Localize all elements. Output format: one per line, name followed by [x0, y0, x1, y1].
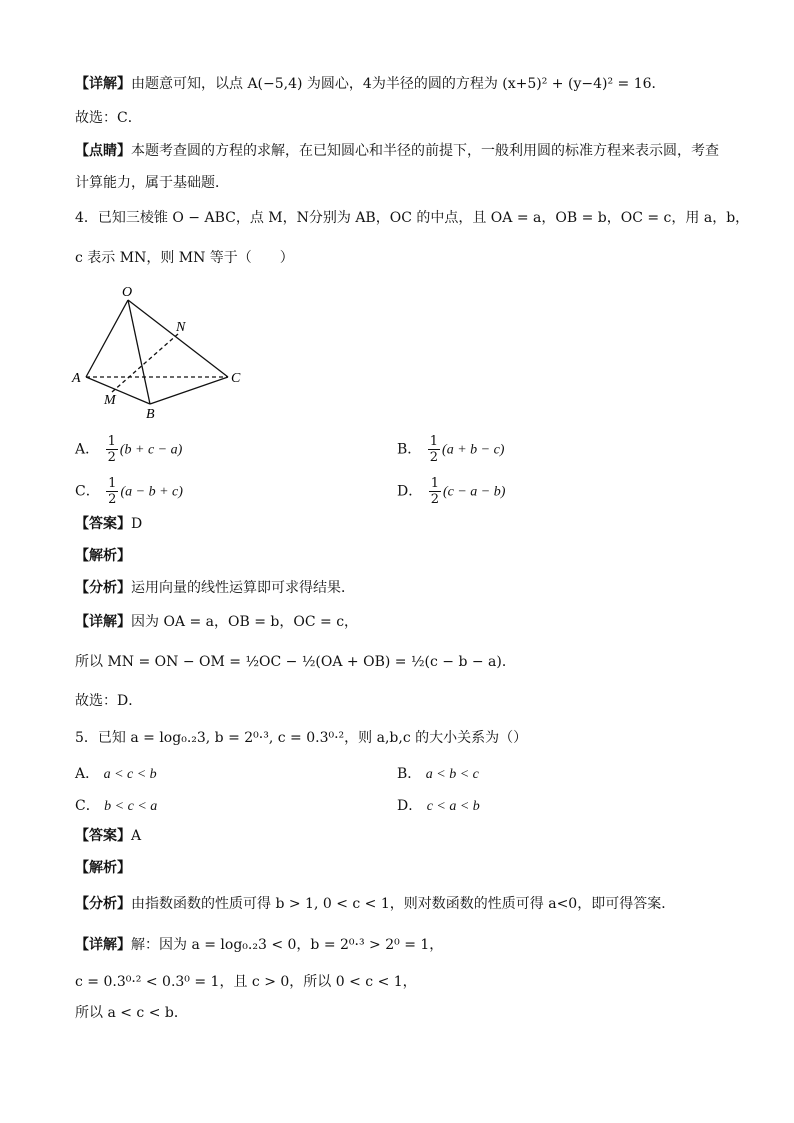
q5-option-b: B． a < b < c — [397, 766, 479, 782]
q4-therefore-line: 所以 MN = ON − OM = ½OC − ½(OA + OB) = ½(c − b − a)． — [75, 654, 516, 670]
tetrahedron-figure — [70, 280, 260, 422]
comment-text-1: 本题考查圆的方程的求解，在已知圆心和半径的前提下，一般利用圆的标准方程来表示圆，考查 — [131, 143, 719, 159]
q3-comment-line2: 计算能力，属于基础题． — [75, 175, 229, 191]
q3-choice: 故选：C． — [75, 110, 142, 126]
q4-analysis-line: 【分析】运用向量的线性运算即可求得结果． — [75, 580, 355, 596]
edge-OB — [128, 300, 150, 404]
label-A: A — [72, 371, 81, 386]
q4-option-c: C． $\frac{1}{2}$ (a − b + c) — [75, 476, 183, 507]
q5-detail-line: 【详解】解：因为 a = log₀.₂3 < 0，b = 2⁰·³ > 2⁰ = 1， — [75, 937, 444, 953]
half-fraction: $\frac{1}{2}$ — [430, 476, 439, 507]
half-fraction: $\frac{1}{2}$ — [429, 434, 439, 465]
edge-OA — [86, 300, 128, 377]
label-C: C — [231, 371, 241, 386]
comment-label: 【点睛】 — [75, 143, 131, 159]
q5-option-a: A． a < c < b — [75, 766, 157, 782]
label-B: B — [146, 407, 155, 422]
q5-answer: 【答案】A — [75, 828, 142, 844]
q4-option-b: B． $\frac{1}{2}$ (a + b − c) — [397, 434, 505, 465]
label-O: O — [122, 285, 133, 300]
q5-analysis-line: 【分析】由指数函数的性质可得 b > 1, 0 < c < 1，则对数函数的性质可得 a<0，即可得答案． — [75, 896, 676, 912]
answer-value: A — [131, 828, 142, 844]
q4-option-d: D． $\frac{1}{2}$ (c − a − b) — [397, 476, 506, 507]
q4-option-a: A． $\frac{1}{2}$ (b + c − a) — [75, 434, 183, 465]
q4-choice: 故选：D． — [75, 693, 143, 709]
q5-option-d: D． c < a < b — [397, 798, 480, 814]
q4-answer: 【答案】D — [75, 516, 143, 532]
q4-detail-line: 【详解】因为 OA = a，OB = b，OC = c， — [75, 614, 359, 630]
q4-stem-line1: 4．已知三棱锥 O − ABC，点 M，N分别为 AB，OC 的中点，且 OA = a，OB = b，OC = c，用 a，b， — [75, 210, 750, 226]
half-fraction: $\frac{1}{2}$ — [107, 434, 116, 465]
half-fraction: $\frac{1}{2}$ — [108, 476, 117, 507]
q3-detail-line — [75, 74, 666, 94]
label-N: N — [176, 320, 186, 335]
edge-AB — [86, 377, 150, 404]
label-M: M — [104, 393, 116, 408]
q5-conclusion: 所以 a < c < b． — [75, 1005, 188, 1021]
q5-analysis-heading: 【解析】 — [75, 860, 131, 876]
edge-OC — [128, 300, 228, 377]
q5-option-c: C． b < c < a — [75, 798, 158, 814]
detail-text: 由题意可知，以点 A(−5,4) 为圆心，4为半径的圆的方程为 (x+5)² + (y−4)² = 16． — [131, 76, 666, 92]
detail-label: 【详解】 — [75, 76, 131, 92]
answer-value: D — [131, 516, 143, 532]
q5-detail-line2: c = 0.3⁰·² < 0.3⁰ = 1，且 c > 0，所以 0 < c < 1， — [75, 974, 417, 990]
q3-comment-line1 — [75, 141, 719, 161]
edge-BC — [150, 377, 228, 404]
q5-stem: 5．已知 a = log₀.₂3, b = 2⁰·³, c = 0.3⁰·²，则 a,b,c 的大小关系为（） — [75, 730, 528, 746]
q4-analysis-heading: 【解析】 — [75, 548, 131, 564]
q4-stem-line2: c 表示 MN，则 MN 等于（ ） — [75, 250, 294, 266]
